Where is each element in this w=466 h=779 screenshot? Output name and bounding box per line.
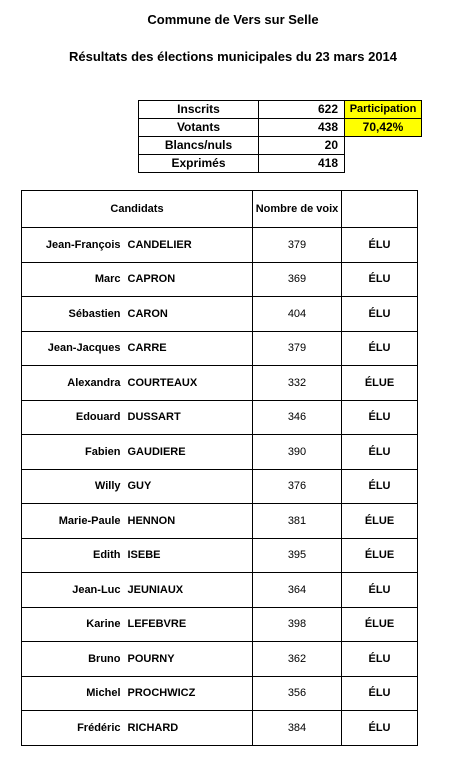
- candidates-header-row: [22, 191, 418, 228]
- summary-spacer: [345, 137, 422, 155]
- candidate-first-name: Jean-François: [22, 228, 125, 263]
- candidate-last-name: CARRE: [125, 331, 253, 366]
- candidate-status: ÉLU: [342, 228, 418, 263]
- candidate-votes: 390: [253, 435, 342, 470]
- table-row: [22, 400, 418, 435]
- candidate-votes: 404: [253, 297, 342, 332]
- candidate-votes: 379: [253, 228, 342, 263]
- candidate-votes: 398: [253, 607, 342, 642]
- blancs-value: 20: [259, 137, 345, 155]
- candidate-votes: 376: [253, 469, 342, 504]
- candidate-first-name: Fabien: [22, 435, 125, 470]
- candidate-last-name: PROCHWICZ: [125, 676, 253, 711]
- candidate-last-name: GAUDIERE: [125, 435, 253, 470]
- summary-row-exprimes: [139, 155, 422, 173]
- votants-label: Votants: [139, 119, 259, 137]
- header-votes: Nombre de voix: [253, 191, 342, 228]
- blancs-label: Blancs/nuls: [139, 137, 259, 155]
- candidate-votes: 364: [253, 573, 342, 608]
- candidate-status: ÉLUE: [342, 607, 418, 642]
- candidate-status: ÉLU: [342, 676, 418, 711]
- candidate-last-name: CANDELIER: [125, 228, 253, 263]
- candidate-status: ÉLU: [342, 469, 418, 504]
- candidate-status: ÉLU: [342, 435, 418, 470]
- table-row: [22, 262, 418, 297]
- candidate-votes: 379: [253, 331, 342, 366]
- summary-spacer: [345, 155, 422, 173]
- table-row: [22, 435, 418, 470]
- candidate-status: ÉLUE: [342, 366, 418, 401]
- candidate-status: ÉLU: [342, 331, 418, 366]
- candidate-first-name: Michel: [22, 676, 125, 711]
- candidate-last-name: HENNON: [125, 504, 253, 539]
- candidate-votes: 346: [253, 400, 342, 435]
- candidate-votes: 332: [253, 366, 342, 401]
- candidate-first-name: Marc: [22, 262, 125, 297]
- table-row: [22, 469, 418, 504]
- table-row: [22, 228, 418, 263]
- candidate-status: ÉLU: [342, 262, 418, 297]
- candidate-votes: 356: [253, 676, 342, 711]
- candidate-first-name: Sébastien: [22, 297, 125, 332]
- candidate-first-name: Jean-Jacques: [22, 331, 125, 366]
- candidate-status: ÉLUE: [342, 538, 418, 573]
- candidate-last-name: CAPRON: [125, 262, 253, 297]
- candidate-first-name: Bruno: [22, 642, 125, 677]
- table-row: [22, 676, 418, 711]
- table-row: [22, 573, 418, 608]
- table-row: [22, 607, 418, 642]
- candidate-votes: 395: [253, 538, 342, 573]
- page-subtitle: Résultats des élections municipales du 23 mars 2014: [68, 49, 398, 64]
- table-row: [22, 538, 418, 573]
- candidates-table: [21, 190, 418, 746]
- candidate-last-name: JEUNIAUX: [125, 573, 253, 608]
- summary-row-blancs: [139, 137, 422, 155]
- candidate-votes: 381: [253, 504, 342, 539]
- table-row: [22, 297, 418, 332]
- participation-label: Participation: [345, 101, 422, 119]
- candidate-last-name: LEFEBVRE: [125, 607, 253, 642]
- inscrits-label: Inscrits: [139, 101, 259, 119]
- candidate-first-name: Edith: [22, 538, 125, 573]
- summary-row-inscrits: [139, 101, 422, 119]
- candidate-last-name: CARON: [125, 297, 253, 332]
- table-row: [22, 642, 418, 677]
- candidate-status: ÉLU: [342, 573, 418, 608]
- candidate-status: ÉLU: [342, 297, 418, 332]
- candidate-last-name: ISEBE: [125, 538, 253, 573]
- exprimes-value: 418: [259, 155, 345, 173]
- candidate-status: ÉLU: [342, 642, 418, 677]
- table-row: [22, 504, 418, 539]
- candidate-votes: 384: [253, 711, 342, 746]
- candidate-votes: 362: [253, 642, 342, 677]
- exprimes-label: Exprimés: [139, 155, 259, 173]
- candidate-first-name: Edouard: [22, 400, 125, 435]
- summary-table: [138, 100, 422, 173]
- candidate-status: ÉLU: [342, 711, 418, 746]
- candidate-status: ÉLU: [342, 400, 418, 435]
- candidate-first-name: Jean-Luc: [22, 573, 125, 608]
- inscrits-value: 622: [259, 101, 345, 119]
- votants-value: 438: [259, 119, 345, 137]
- table-row: [22, 331, 418, 366]
- candidate-first-name: Karine: [22, 607, 125, 642]
- candidate-first-name: Frédéric: [22, 711, 125, 746]
- candidate-first-name: Marie-Paule: [22, 504, 125, 539]
- candidate-last-name: POURNY: [125, 642, 253, 677]
- table-row: [22, 711, 418, 746]
- table-row: [22, 366, 418, 401]
- candidate-votes: 369: [253, 262, 342, 297]
- header-status: [342, 191, 418, 228]
- candidate-status: ÉLUE: [342, 504, 418, 539]
- header-candidats: Candidats: [22, 191, 253, 228]
- page-title: Commune de Vers sur Selle: [147, 12, 319, 27]
- candidate-last-name: RICHARD: [125, 711, 253, 746]
- candidate-last-name: DUSSART: [125, 400, 253, 435]
- candidate-last-name: GUY: [125, 469, 253, 504]
- candidate-first-name: Willy: [22, 469, 125, 504]
- summary-row-votants: [139, 119, 422, 137]
- participation-value: 70,42%: [345, 119, 422, 137]
- candidate-last-name: COURTEAUX: [125, 366, 253, 401]
- candidate-first-name: Alexandra: [22, 366, 125, 401]
